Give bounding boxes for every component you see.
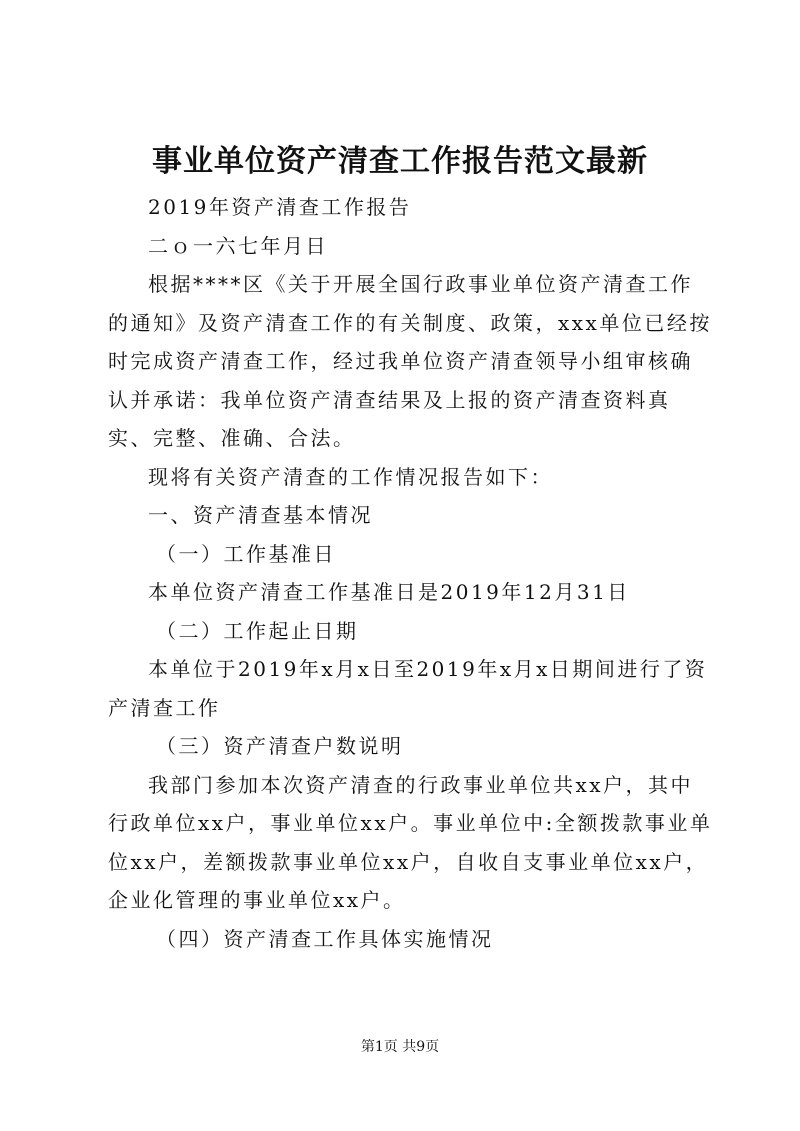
document-body: [108, 188, 714, 958]
section-heading-1: 一、资产清查基本情况: [148, 503, 373, 527]
page-footer: 第1页 共9页: [360, 1039, 440, 1055]
subsection-heading-1: （一）工作基准日: [156, 541, 336, 566]
paragraph-work-period: 本单位于2019年x月x日至2019年x月x日期间进行了资产清查工作: [108, 657, 708, 720]
subsection-heading-4: （四）资产清查工作具体实施情况: [156, 926, 494, 951]
document-title: 事业单位资产清查工作报告范文最新: [152, 144, 648, 179]
subsection-heading-2: （二）工作起止日期: [156, 618, 359, 643]
paragraph-base-date: 本单位资产清查工作基准日是2019年12月31日: [148, 580, 630, 604]
paragraph-unit-count: 我部门参加本次资产清查的行政事业单位共xx户，其中行政单位xx户，事业单位xx户。事业单位中:全额拨款事业单位xx户，差额拨款事业单位xx户，自收自支事业单位xx户，企业化管理的事业单位xx户。: [108, 772, 713, 912]
paragraph-report-heading: 2019年资产清查工作报告: [148, 195, 412, 219]
paragraph-date: 二ｏ一六七年月日: [148, 233, 328, 258]
paragraph-report-lead: 现将有关资产清查的工作情况报告如下：: [148, 464, 553, 489]
subsection-heading-3: （三）资产清查户数说明: [156, 734, 404, 758]
paragraph-intro: 根据****区《关于开展全国行政事业单位资产清查工作的通知》及资产清查工作的有关制度、政策，xxx单位已经按时完成资产清查工作，经过我单位资产清查领导小组审核确认并承诺：我单位资产清查结果及上报的资产清查资料真实、完整、准确、合法。: [108, 272, 712, 450]
